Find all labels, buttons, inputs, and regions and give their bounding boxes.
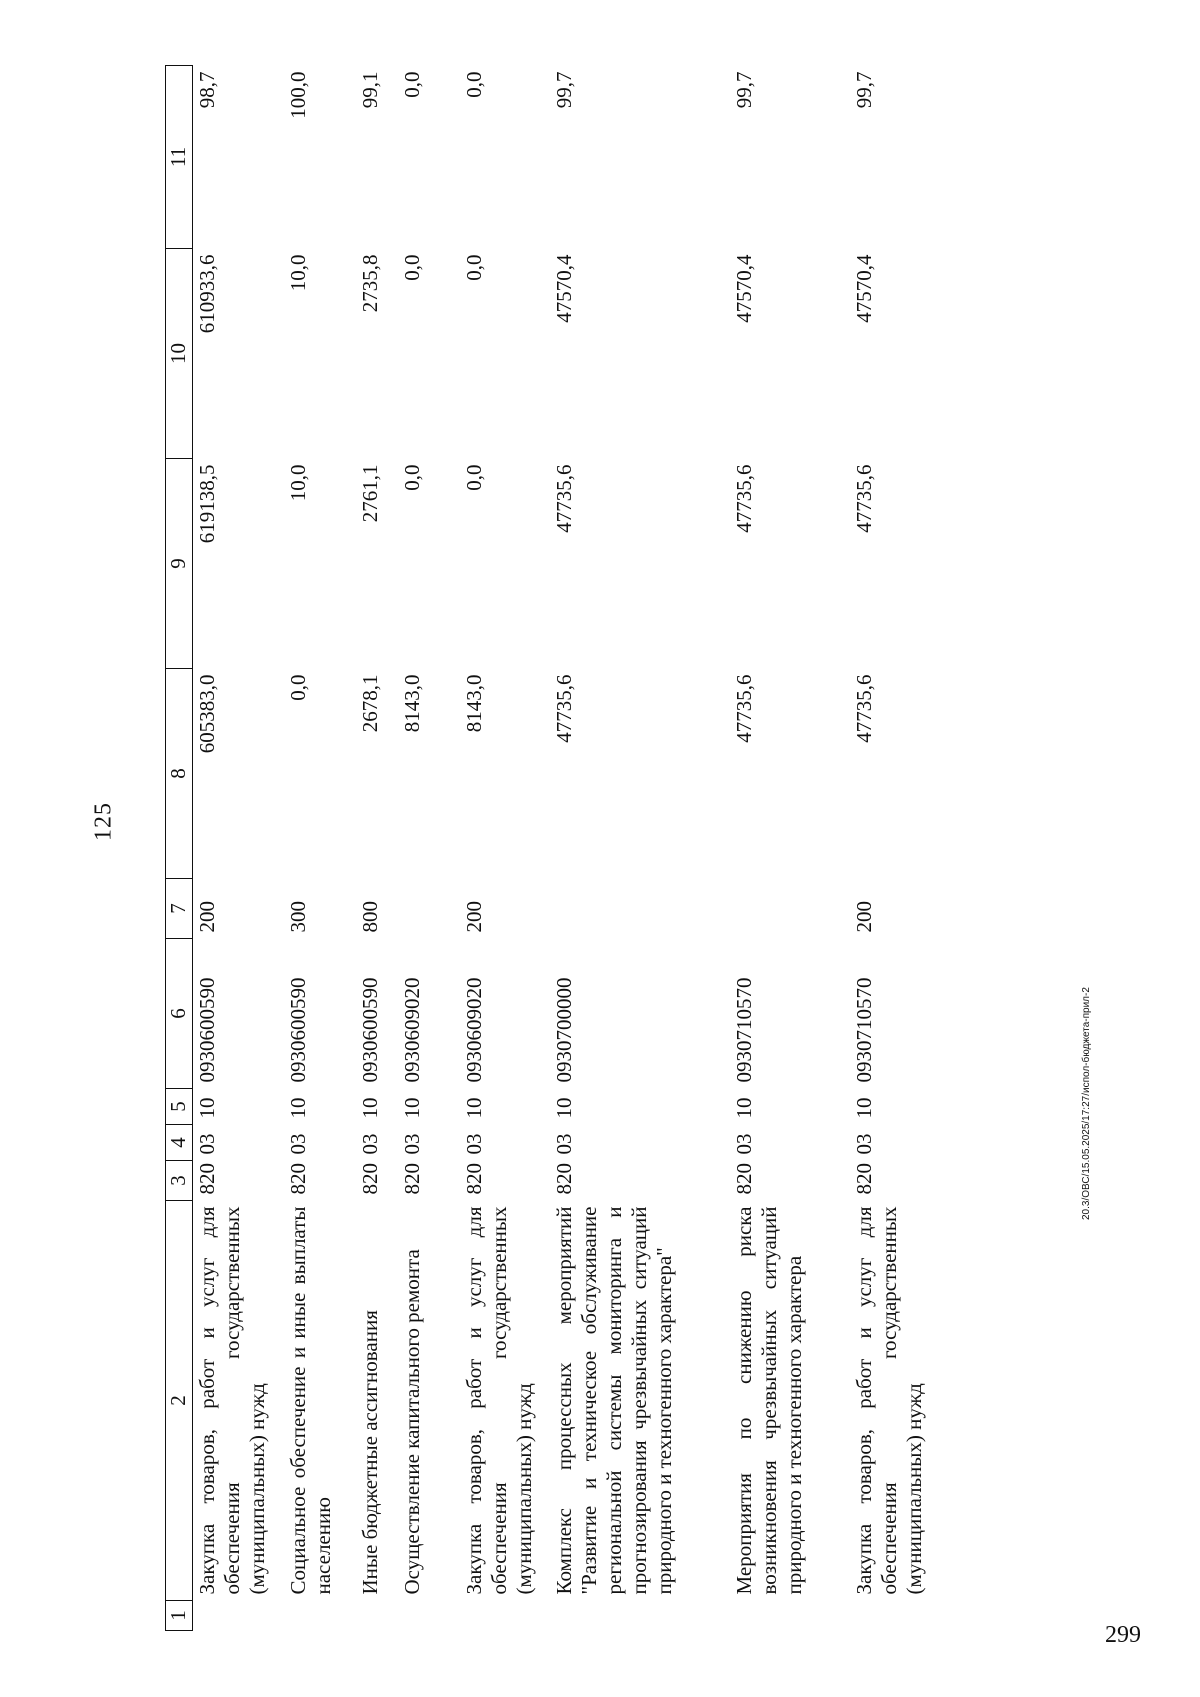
- header-col-6: 6: [166, 939, 193, 1089]
- cell-col-1: [460, 1601, 550, 1631]
- cell-col-7: [550, 879, 730, 939]
- rotated-table-container: [165, 66, 1035, 1631]
- cell-col-2: Осуществление капитального ремонта: [399, 1249, 424, 1595]
- cell-col-11: 0,0: [399, 71, 424, 98]
- cell-col-8: 605383,0: [195, 674, 219, 754]
- header-col-1: 1: [166, 1601, 193, 1631]
- cell-col-11: 99,1: [357, 71, 382, 109]
- cell-col-1: [356, 1601, 398, 1631]
- cell-col-4: 03: [285, 1133, 310, 1155]
- cell-col-2: Иные бюджетные ассигнования: [357, 1310, 382, 1595]
- cell-col-10: 10,0: [285, 254, 310, 292]
- cell-col-8: 47735,6: [851, 674, 876, 743]
- cell-col-5: 10: [731, 1097, 756, 1119]
- header-col-2: 2: [166, 1201, 193, 1601]
- cell-col-4: 03: [399, 1133, 424, 1155]
- cell-col-1: [284, 1601, 356, 1631]
- cell-col-10: 47570,4: [551, 254, 576, 323]
- cell-col-6: 0930700000: [551, 977, 576, 1083]
- cell-col-2: Мероприятия по снижению риска возникновения чрезвычайных ситуаций природного и техногенного характера: [731, 1206, 806, 1595]
- cell-col-9: 47735,6: [551, 464, 576, 533]
- cell-col-11: 98,7: [195, 71, 219, 109]
- cell-col-9: 619138,5: [195, 464, 219, 544]
- cell-col-1: [850, 1601, 950, 1631]
- table-row: [730, 66, 850, 1631]
- cell-col-5: 10: [195, 1097, 219, 1119]
- cell-col-6: 0930600590: [357, 977, 382, 1083]
- cell-col-6: 0930600590: [195, 977, 219, 1083]
- cell-col-9: 10,0: [285, 464, 310, 502]
- cell-col-2: Социальное обеспечение и иные выплаты населению: [285, 1206, 335, 1595]
- cell-col-10: 47570,4: [851, 254, 876, 323]
- table-row: [460, 66, 550, 1631]
- cell-col-5: 10: [357, 1097, 382, 1119]
- top-page-number: 125: [90, 802, 117, 841]
- cell-col-8: 8143,0: [461, 674, 486, 733]
- cell-col-5: 10: [285, 1097, 310, 1119]
- cell-col-4: 03: [357, 1133, 382, 1155]
- cell-col-2: Закупка товаров, работ и услуг для обеспечения государственных (муниципальных) нужд: [851, 1206, 926, 1595]
- budget-table: [165, 65, 950, 1631]
- cell-col-10: 0,0: [399, 254, 424, 281]
- header-col-5: 5: [166, 1089, 193, 1125]
- cell-col-1: [730, 1601, 850, 1631]
- cell-col-10: 47570,4: [731, 254, 756, 323]
- table-row: [356, 66, 398, 1631]
- header-col-9: 9: [166, 459, 193, 669]
- cell-col-8: 0,0: [285, 674, 310, 701]
- cell-col-7: [730, 879, 850, 939]
- header-col-7: 7: [166, 879, 193, 939]
- cell-col-5: 10: [851, 1097, 876, 1119]
- cell-col-11: 99,7: [851, 71, 876, 109]
- cell-col-9: 0,0: [461, 464, 486, 491]
- cell-col-6: 0930600590: [285, 977, 310, 1083]
- cell-col-2: Закупка товаров, работ и услуг для обеспечения государственных (муниципальных) нужд: [461, 1206, 536, 1595]
- cell-col-8: 47735,6: [731, 674, 756, 743]
- cell-col-3: 820: [357, 1163, 382, 1195]
- header-col-3: 3: [166, 1161, 193, 1201]
- cell-col-10: 2735,8: [357, 254, 382, 313]
- cell-col-9: 0,0: [399, 464, 424, 491]
- cell-col-4: 03: [195, 1133, 219, 1155]
- cell-col-2: Комплекс процессных мероприятий "Развитие и техническое обслуживание региональной системы мониторинга и прогнозирования чрезвычайных ситуаций природного и техногенного характера": [551, 1206, 677, 1595]
- header-col-10: 10: [166, 249, 193, 459]
- cell-col-4: 03: [731, 1133, 756, 1155]
- cell-col-11: 99,7: [551, 71, 576, 109]
- cell-col-6: 0930609020: [461, 977, 486, 1083]
- cell-col-10: 610933,6: [195, 254, 219, 334]
- cell-col-7: 800: [357, 901, 382, 933]
- cell-col-7: 200: [851, 901, 876, 933]
- cell-col-7: 200: [461, 901, 486, 933]
- cell-col-4: 03: [461, 1133, 486, 1155]
- table-row: [550, 66, 730, 1631]
- cell-col-1: [398, 1601, 460, 1631]
- cell-col-8: 47735,6: [551, 674, 576, 743]
- cell-col-9: 2761,1: [357, 464, 382, 523]
- header-col-11: 11: [166, 66, 193, 249]
- cell-col-7: [398, 879, 460, 939]
- cell-col-4: 03: [551, 1133, 576, 1155]
- cell-col-11: 0,0: [461, 71, 486, 98]
- table-row: [284, 66, 356, 1631]
- cell-col-5: 10: [399, 1097, 424, 1119]
- cell-col-6: 0930609020: [399, 977, 424, 1083]
- cell-col-4: 03: [851, 1133, 876, 1155]
- cell-col-1: [193, 1601, 284, 1631]
- cell-col-11: 100,0: [285, 71, 310, 119]
- cell-col-11: 99,7: [731, 71, 756, 109]
- header-col-8: 8: [166, 669, 193, 879]
- cell-col-9: 47735,6: [851, 464, 876, 533]
- cell-col-2: Закупка товаров, работ и услуг для обеспечения государственных (муниципальных) нужд: [195, 1206, 270, 1595]
- cell-col-7: 300: [285, 901, 310, 933]
- header-col-4: 4: [166, 1125, 193, 1161]
- cell-col-3: 820: [195, 1163, 219, 1195]
- table-row: [193, 66, 284, 1631]
- cell-col-8: 2678,1: [357, 674, 382, 733]
- footer-document-code: 20.3/ОВС/15.05.2025/17:27/испол-бюджета-прил-2: [1081, 987, 1092, 1220]
- table-row: [850, 66, 950, 1631]
- cell-col-6: 0930710570: [851, 977, 876, 1083]
- cell-col-3: 820: [461, 1163, 486, 1195]
- cell-col-7: 200: [195, 901, 219, 933]
- cell-col-10: 0,0: [461, 254, 486, 281]
- cell-col-5: 10: [551, 1097, 576, 1119]
- cell-col-3: 820: [399, 1163, 424, 1195]
- table-row: [398, 66, 460, 1631]
- cell-col-8: 8143,0: [399, 674, 424, 733]
- cell-col-9: 47735,6: [731, 464, 756, 533]
- cell-col-5: 10: [461, 1097, 486, 1119]
- cell-col-1: [550, 1601, 730, 1631]
- bottom-page-number: 299: [1105, 1622, 1141, 1648]
- table-header-row: [166, 66, 193, 1631]
- cell-col-3: 820: [285, 1163, 310, 1195]
- cell-col-3: 820: [551, 1163, 576, 1195]
- cell-col-6: 0930710570: [731, 977, 756, 1083]
- cell-col-3: 820: [851, 1163, 876, 1195]
- cell-col-3: 820: [731, 1163, 756, 1195]
